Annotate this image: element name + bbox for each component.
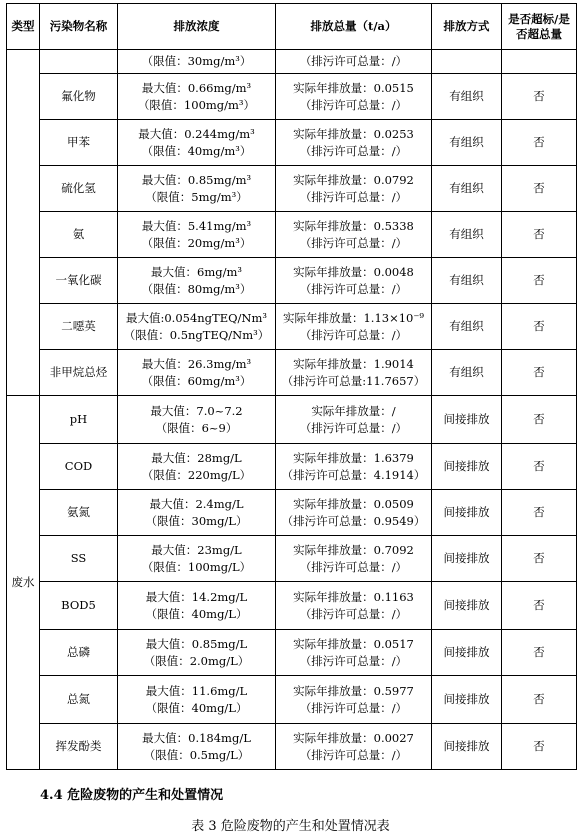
total-actual: 实际年排放量：0.1163 (293, 589, 414, 604)
total-actual: 实际年排放量：0.0515 (293, 80, 414, 95)
header-type: 类型 (7, 4, 40, 50)
total-permit: （排污许可总量：/） (299, 235, 408, 250)
conc-limit: （限值：100mg/L） (141, 559, 252, 574)
name-cell: BOD5 (40, 582, 118, 630)
name-cell: pH (40, 396, 118, 444)
conc-cell (118, 444, 276, 490)
total-permit: （排污许可总量：/） (299, 606, 408, 621)
header-over-line-1: 是否超标/是 (508, 11, 570, 26)
mode-cell: 间接排放 (432, 582, 502, 630)
mode-cell: 间接排放 (432, 630, 502, 676)
total-cell (276, 490, 432, 536)
table-header-row (7, 4, 577, 50)
conc-limit: （限值：60mg/m³） (141, 373, 252, 388)
header-total: 排放总量（t/a） (276, 4, 432, 50)
conc-cell (118, 724, 276, 770)
table-row (7, 50, 577, 74)
table-row (7, 630, 577, 676)
over-cell: 否 (502, 350, 577, 396)
conc-cell (118, 630, 276, 676)
conc-max: 最大值：28mg/L (151, 450, 242, 465)
total-permit: （排污许可总量：/） (299, 700, 408, 715)
name-cell: 硫化氢 (40, 166, 118, 212)
conc-limit: （限值：220mg/L） (141, 467, 252, 482)
name-cell: 甲苯 (40, 120, 118, 166)
table-row (7, 212, 577, 258)
conc-cell (118, 212, 276, 258)
conc-cell (118, 166, 276, 212)
conc-limit: （限值：30mg/L） (145, 513, 248, 528)
conc-cell (118, 676, 276, 724)
mode-cell: 有组织 (432, 304, 502, 350)
total-cell (276, 582, 432, 630)
mode-cell: 间接排放 (432, 444, 502, 490)
name-cell: 一氧化碳 (40, 258, 118, 304)
total-permit: （排污许可总量：0.9549） (281, 513, 426, 528)
total-permit: （排污许可总量：4.1914） (281, 467, 426, 482)
conc-max: 最大值：2.4mg/L (149, 496, 244, 511)
total-actual: 实际年排放量：0.5977 (293, 683, 414, 698)
over-cell: 否 (502, 630, 577, 676)
header-over-line-2: 否超总量 (516, 26, 562, 41)
table-body (7, 50, 577, 770)
total-permit: （排污许可总量:11.7657） (281, 373, 426, 388)
conc-limit: （限值：0.5ngTEQ/Nm³） (123, 327, 270, 342)
name-cell: 总氮 (40, 676, 118, 724)
conc-max: 最大值：7.0~7.2 (150, 403, 243, 418)
table-row (7, 258, 577, 304)
conc-cell (118, 258, 276, 304)
over-cell: 否 (502, 396, 577, 444)
mode-cell: 有组织 (432, 350, 502, 396)
mode-cell: 间接排放 (432, 490, 502, 536)
over-cell: 否 (502, 258, 577, 304)
mode-cell: 有组织 (432, 74, 502, 120)
conc-max: 最大值：26.3mg/m³ (141, 356, 252, 371)
conc-cell (118, 350, 276, 396)
conc-limit: （限值：40mg/L） (145, 700, 248, 715)
total-cell: （排污许可总量：/） (276, 50, 432, 74)
mode-cell: 间接排放 (432, 536, 502, 582)
table-row (7, 166, 577, 212)
conc-limit: （限值：100mg/m³） (137, 97, 256, 112)
conc-cell (118, 120, 276, 166)
table-row (7, 304, 577, 350)
conc-max: 最大值：0.66mg/m³ (141, 80, 252, 95)
table-row (7, 120, 577, 166)
total-cell (276, 212, 432, 258)
total-actual: 实际年排放量：0.0509 (293, 496, 414, 511)
total-cell (276, 536, 432, 582)
over-cell: 否 (502, 582, 577, 630)
total-actual: 实际年排放量：0.0253 (293, 126, 414, 141)
over-cell: 否 (502, 490, 577, 536)
conc-max: 最大值：6mg/m³ (151, 264, 242, 279)
table-caption: 表 3 危险废物的产生和处置情况表 (191, 819, 390, 834)
conc-cell (118, 582, 276, 630)
over-cell: 否 (502, 536, 577, 582)
total-permit: （排污许可总量：/） (299, 281, 408, 296)
over-cell (502, 50, 577, 74)
table-row (7, 490, 577, 536)
type-cell (7, 50, 40, 396)
over-cell: 否 (502, 212, 577, 258)
conc-max: 最大值：0.244mg/m³ (138, 126, 255, 141)
total-permit: （排污许可总量：/） (299, 420, 408, 435)
total-actual: 实际年排放量：1.13×10⁻⁹ (282, 310, 425, 325)
name-cell: SS (40, 536, 118, 582)
total-actual: 实际年排放量：1.9014 (293, 356, 414, 371)
name-cell: 非甲烷总烃 (40, 350, 118, 396)
total-actual: 实际年排放量：0.0048 (293, 264, 414, 279)
total-actual: 实际年排放量：/ (311, 403, 396, 418)
total-permit: （排污许可总量：/） (299, 653, 408, 668)
header-mode: 排放方式 (432, 4, 502, 50)
name-cell: 挥发酚类 (40, 724, 118, 770)
total-cell (276, 74, 432, 120)
conc-max: 最大值：11.6mg/L (145, 683, 248, 698)
table-row (7, 536, 577, 582)
conc-max: 最大值：0.85mg/L (145, 636, 248, 651)
header-concentration: 排放浓度 (118, 4, 276, 50)
conc-limit: （限值：20mg/m³） (141, 235, 252, 250)
emissions-table (6, 3, 577, 770)
total-actual: 实际年排放量：0.7092 (293, 542, 414, 557)
total-actual: 实际年排放量：0.5338 (293, 218, 414, 233)
over-cell: 否 (502, 676, 577, 724)
conc-limit: （限值：5mg/m³） (145, 189, 248, 204)
over-cell: 否 (502, 166, 577, 212)
name-cell: COD (40, 444, 118, 490)
conc-cell: （限值：30mg/m³） (118, 50, 276, 74)
total-cell (276, 630, 432, 676)
header-over-limit (502, 4, 577, 50)
total-cell (276, 304, 432, 350)
total-cell (276, 724, 432, 770)
conc-limit: （限值：2.0mg/L） (143, 653, 250, 668)
table-row (7, 724, 577, 770)
type-cell: 废水 (7, 396, 40, 770)
conc-limit: （限值：6~9） (155, 420, 238, 435)
total-cell (276, 444, 432, 490)
name-cell: 总磷 (40, 630, 118, 676)
mode-cell: 有组织 (432, 120, 502, 166)
total-cell (276, 396, 432, 444)
conc-limit: （限值：0.5mg/L） (143, 747, 250, 762)
name-cell: 氨 (40, 212, 118, 258)
over-cell: 否 (502, 304, 577, 350)
mode-cell: 有组织 (432, 212, 502, 258)
over-cell: 否 (502, 74, 577, 120)
total-cell (276, 166, 432, 212)
table-row (7, 350, 577, 396)
total-permit: （排污许可总量：/） (299, 747, 408, 762)
total-actual: 实际年排放量：0.0027 (293, 730, 414, 745)
name-cell: 氟化物 (40, 74, 118, 120)
mode-cell (432, 50, 502, 74)
mode-cell: 间接排放 (432, 724, 502, 770)
total-cell (276, 350, 432, 396)
mode-cell: 间接排放 (432, 676, 502, 724)
total-actual: 实际年排放量：0.0792 (293, 172, 414, 187)
conc-cell (118, 74, 276, 120)
conc-cell (118, 536, 276, 582)
table-row (7, 444, 577, 490)
total-cell (276, 120, 432, 166)
mode-cell: 有组织 (432, 166, 502, 212)
total-permit: （排污许可总量：/） (299, 559, 408, 574)
conc-cell (118, 396, 276, 444)
conc-max: 最大值：0.184mg/L (142, 730, 251, 745)
mode-cell: 间接排放 (432, 396, 502, 444)
section-heading: 4.4 危险废物的产生和处置情况 (40, 788, 224, 803)
conc-limit: （限值：40mg/L） (145, 606, 248, 621)
table-row (7, 396, 577, 444)
conc-max: 最大值：14.2mg/L (145, 589, 248, 604)
total-cell (276, 676, 432, 724)
over-cell: 否 (502, 724, 577, 770)
table-row (7, 582, 577, 630)
total-permit: （排污许可总量：/） (299, 189, 408, 204)
conc-max: 最大值：0.85mg/m³ (141, 172, 252, 187)
name-cell: 二噁英 (40, 304, 118, 350)
over-cell: 否 (502, 444, 577, 490)
total-actual: 实际年排放量：0.0517 (293, 636, 414, 651)
mode-cell: 有组织 (432, 258, 502, 304)
table-row (7, 676, 577, 724)
header-pollutant-name: 污染物名称 (40, 4, 118, 50)
conc-limit: （限值：40mg/m³） (141, 143, 252, 158)
conc-cell (118, 490, 276, 536)
total-actual: 实际年排放量：1.6379 (293, 450, 414, 465)
conc-max: 最大值：23mg/L (151, 542, 242, 557)
total-permit: （排污许可总量：/） (299, 143, 408, 158)
name-cell (40, 50, 118, 74)
total-permit: （排污许可总量：/） (299, 97, 408, 112)
over-cell: 否 (502, 120, 577, 166)
conc-cell (118, 304, 276, 350)
total-cell (276, 258, 432, 304)
name-cell: 氨氮 (40, 490, 118, 536)
table-row (7, 74, 577, 120)
conc-max: 最大值:0.054ngTEQ/Nm³ (125, 310, 267, 325)
conc-limit: （限值：80mg/m³） (141, 281, 252, 296)
conc-max: 最大值：5.41mg/m³ (141, 218, 252, 233)
total-permit: （排污许可总量：/） (299, 327, 408, 342)
